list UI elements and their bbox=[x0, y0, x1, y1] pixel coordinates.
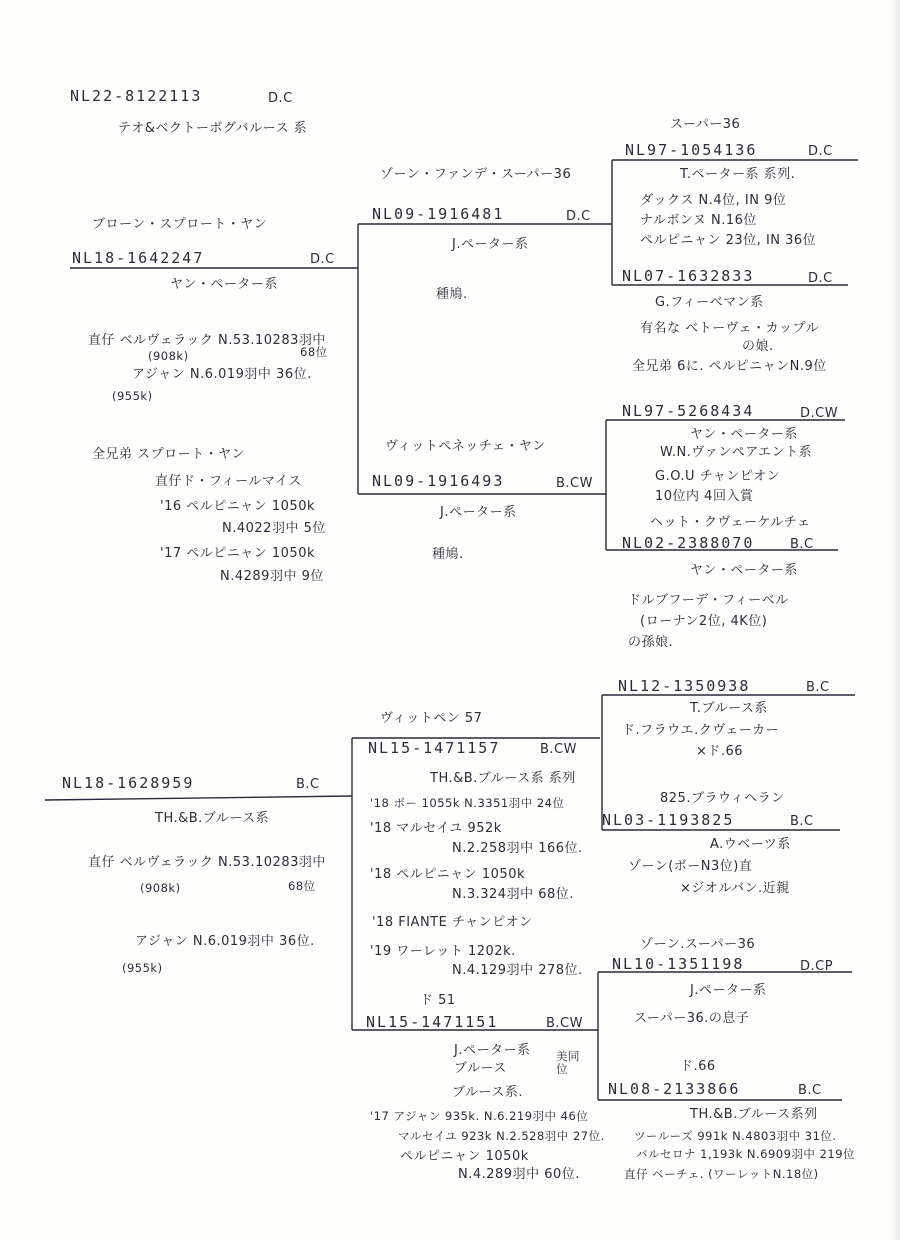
ggd1-ring: NL07-1632833 bbox=[622, 267, 755, 285]
ggs1-line-2: ダックス N.4位, IN 9位 bbox=[640, 193, 787, 208]
dam-note-1: 直仔 ベルヴェラック N.53.10283羽中 bbox=[88, 855, 326, 870]
ggs4-sex: D.CP bbox=[800, 959, 834, 974]
ggs3-line-1: T.ブルース系 bbox=[690, 701, 768, 716]
ggd1-sex: D.C bbox=[808, 271, 833, 286]
ggs2-line-1: ヤン・ペーター系 bbox=[690, 427, 798, 442]
ggs2-sex: D.CW bbox=[800, 406, 839, 421]
gd2-side-note: 美同 位 bbox=[556, 1049, 580, 1077]
gd2-name: ド 51 bbox=[420, 993, 456, 1008]
gd1-line-6: N.3.324羽中 68位. bbox=[452, 887, 574, 902]
ggd3-line-1: A.ウベーツ系 bbox=[710, 837, 791, 852]
sire-sibling-4: N.4022羽中 5位 bbox=[222, 521, 326, 536]
ggs2-line-2: W.N.ヴァンペアエント系 bbox=[660, 445, 813, 460]
gd1-sex: B.CW bbox=[540, 742, 577, 757]
sire-note-3: 68位 bbox=[300, 345, 328, 359]
gs1-sex: D.C bbox=[566, 209, 591, 224]
ggd4-ring: NL08-2133866 bbox=[608, 1080, 741, 1098]
gd2-line-6: ペルピニャン 1050k bbox=[400, 1149, 529, 1164]
ggs2-ring: NL97-5268434 bbox=[622, 402, 755, 420]
gd2-line-3: ブルース系. bbox=[452, 1085, 523, 1100]
ggd1-line-2: 有名な ベトーヴェ・カップル bbox=[640, 321, 819, 336]
dam-note-5: (955k) bbox=[122, 961, 163, 975]
scan-edge-shadow bbox=[890, 0, 900, 1240]
ggd2-line-4: の孫娘. bbox=[628, 635, 674, 650]
dam-strain: TH.&B.ブルース系 bbox=[155, 811, 270, 826]
sire-strain: ヤン・ペーター系 bbox=[170, 277, 278, 292]
dam-note-3: 68位 bbox=[288, 879, 316, 893]
gd2-ring: NL15-1471151 bbox=[366, 1013, 499, 1031]
ggd4-line-3: バルセロナ 1,193k N.6909羽中 219位 bbox=[636, 1147, 856, 1161]
sire-sibling-3: '16 ペルピニャン 1050k bbox=[160, 499, 315, 514]
ggs1-sex: D.C bbox=[808, 144, 833, 159]
gd1-line-7: '18 FIANTE チャンピオン bbox=[372, 915, 533, 930]
ggs3-ring: NL12-1350938 bbox=[618, 677, 751, 695]
gd1-line-4: N.2.258羽中 166位. bbox=[452, 841, 583, 856]
dam-ring: NL18-1628959 bbox=[62, 774, 195, 792]
ggd3-sex: B.C bbox=[790, 814, 814, 829]
ggd2-name: ヘット・クヴェーケルチェ bbox=[650, 515, 811, 530]
ggd2-line-2: ドルブフーデ・フィーベル bbox=[628, 593, 789, 608]
ggd4-line-4: 直仔 ベーチェ. (ワーレットN.18位) bbox=[624, 1167, 819, 1181]
gd2-line-7: N.4.289羽中 60位. bbox=[458, 1167, 580, 1182]
sire-note-4: アジャン N.6.019羽中 36位. bbox=[132, 367, 312, 382]
sire-sibling-2: 直仔ド・フィールマイス bbox=[155, 474, 302, 489]
ggd3-name: 825.ブラウィヘラン bbox=[660, 791, 785, 806]
ggd4-line-2: ツールーズ 991k N.4803羽中 31位. bbox=[634, 1129, 837, 1143]
gd1-line-2: '18 ポー 1055k N.3351羽中 24位 bbox=[370, 796, 565, 810]
ggs1-line-4: ペルピニャン 23位, IN 36位 bbox=[640, 233, 817, 248]
ggs3-sex: B.C bbox=[806, 680, 830, 695]
ggd2-ring: NL02-2388070 bbox=[622, 534, 755, 552]
gd2-sex: B.CW bbox=[546, 1016, 583, 1031]
ggd3-line-2: ゾーン(ボーN3位)直 bbox=[628, 859, 753, 874]
gd1-line-9: N.4.129羽中 278位. bbox=[452, 963, 583, 978]
gd1-line-3: '18 マルセイユ 952k bbox=[370, 821, 502, 836]
gs2-name: ヴィットペネッチェ・ヤン bbox=[385, 439, 546, 454]
gd2-line-5: マルセイユ 923k N.2.528羽中 27位. bbox=[398, 1129, 605, 1143]
gs1-ring: NL09-1916481 bbox=[372, 205, 505, 223]
ggd1-line-1: G.フィーベマン系 bbox=[655, 295, 764, 310]
gs2-ring: NL09-1916493 bbox=[372, 472, 505, 490]
ggd2-line-3: (ローナン2位, 4K位) bbox=[640, 614, 768, 629]
ggs1-line-1: T.ペーター系 系列. bbox=[680, 167, 796, 182]
ggd3-ring: NL03-1193825 bbox=[602, 811, 735, 829]
sire-name: ブローン・スプロート・ヤン bbox=[92, 217, 268, 232]
sire-sibling-1: 全兄弟 スプロート・ヤン bbox=[92, 447, 246, 462]
gd1-line-5: '18 ペルピニャン 1050k bbox=[370, 867, 525, 882]
gs1-name: ゾーン・ファンデ・スーパー36 bbox=[380, 167, 572, 182]
dam-note-4: アジャン N.6.019羽中 36位. bbox=[135, 934, 315, 949]
gs2-strain: J.ペーター系 bbox=[440, 505, 517, 520]
ggs2-line-4: 10位内 4回入賞 bbox=[655, 489, 754, 504]
dam-sex: B.C bbox=[296, 777, 320, 792]
sire-sex: D.C bbox=[310, 252, 335, 267]
ggs3-line-2: ド.フラウエ.クヴェーカー bbox=[622, 723, 779, 738]
sire-note-5: (955k) bbox=[112, 389, 153, 403]
ggs4-line-2: スーパー36.の息子 bbox=[634, 1011, 750, 1026]
ggd3-line-3: ×ジオルバン.近親 bbox=[680, 881, 790, 896]
ggd4-sex: B.C bbox=[798, 1083, 822, 1098]
gs1-strain: J.ペーター系 bbox=[452, 237, 529, 252]
sire-ring: NL18-1642247 bbox=[72, 249, 205, 267]
sire-note-2: (908k) bbox=[148, 349, 189, 363]
gd2-line-4: '17 アジャン 935k. N.6.219羽中 46位 bbox=[370, 1109, 589, 1123]
ggs4-name: ゾーン.スーパー36 bbox=[640, 937, 756, 952]
sire-sibling-6: N.4289羽中 9位 bbox=[220, 569, 324, 584]
ggs1-ring: NL97-1054136 bbox=[625, 141, 758, 159]
ggd4-line-1: TH.&B.ブルース系列 bbox=[690, 1107, 818, 1122]
gd2-line-1: J.ペーター系 bbox=[454, 1043, 531, 1058]
ggs1-line-3: ナルボンヌ N.16位 bbox=[640, 213, 757, 228]
dam-note-2: (908k) bbox=[140, 881, 181, 895]
subject-note: テオ&ベクトーボグバルース 系 bbox=[118, 121, 308, 136]
ggs3-line-3: ×ド.66 bbox=[696, 744, 744, 759]
gs1-note: 種鳩. bbox=[436, 287, 468, 302]
ggd1-line-4: 全兄弟 6に. ペルピニャンN.9位 bbox=[632, 359, 827, 374]
gd2-line-2: ブルース bbox=[454, 1061, 507, 1076]
ggs2-line-3: G.O.U チャンピオン bbox=[655, 469, 781, 484]
gs2-note: 種鳩. bbox=[432, 547, 464, 562]
gs2-sex: B.CW bbox=[556, 476, 593, 491]
sire-note-1: 直仔 ベルヴェラック N.53.10283羽中 bbox=[88, 333, 326, 348]
ggd4-name: ド.66 bbox=[680, 1059, 716, 1074]
ggd2-line-1: ヤン・ペーター系 bbox=[690, 563, 798, 578]
ggs4-ring: NL10-1351198 bbox=[612, 955, 745, 973]
ggs4-line-1: J.ペーター系 bbox=[690, 983, 767, 998]
gd1-line-1: TH.&B.ブルース系 系列 bbox=[430, 771, 576, 786]
gd1-name: ヴィットペン 57 bbox=[380, 711, 483, 726]
sire-sibling-5: '17 ペルピニャン 1050k bbox=[160, 546, 315, 561]
ggd2-sex: B.C bbox=[790, 537, 814, 552]
gd1-line-8: '19 ワーレット 1202k. bbox=[370, 944, 516, 959]
gd1-ring: NL15-1471157 bbox=[368, 739, 501, 757]
ggs1-name: スーパー36 bbox=[670, 117, 741, 132]
subject-ring: NL22-8122113 bbox=[70, 87, 203, 105]
ggd1-line-3: の娘. bbox=[742, 339, 774, 354]
subject-sex: D.C bbox=[268, 91, 293, 106]
